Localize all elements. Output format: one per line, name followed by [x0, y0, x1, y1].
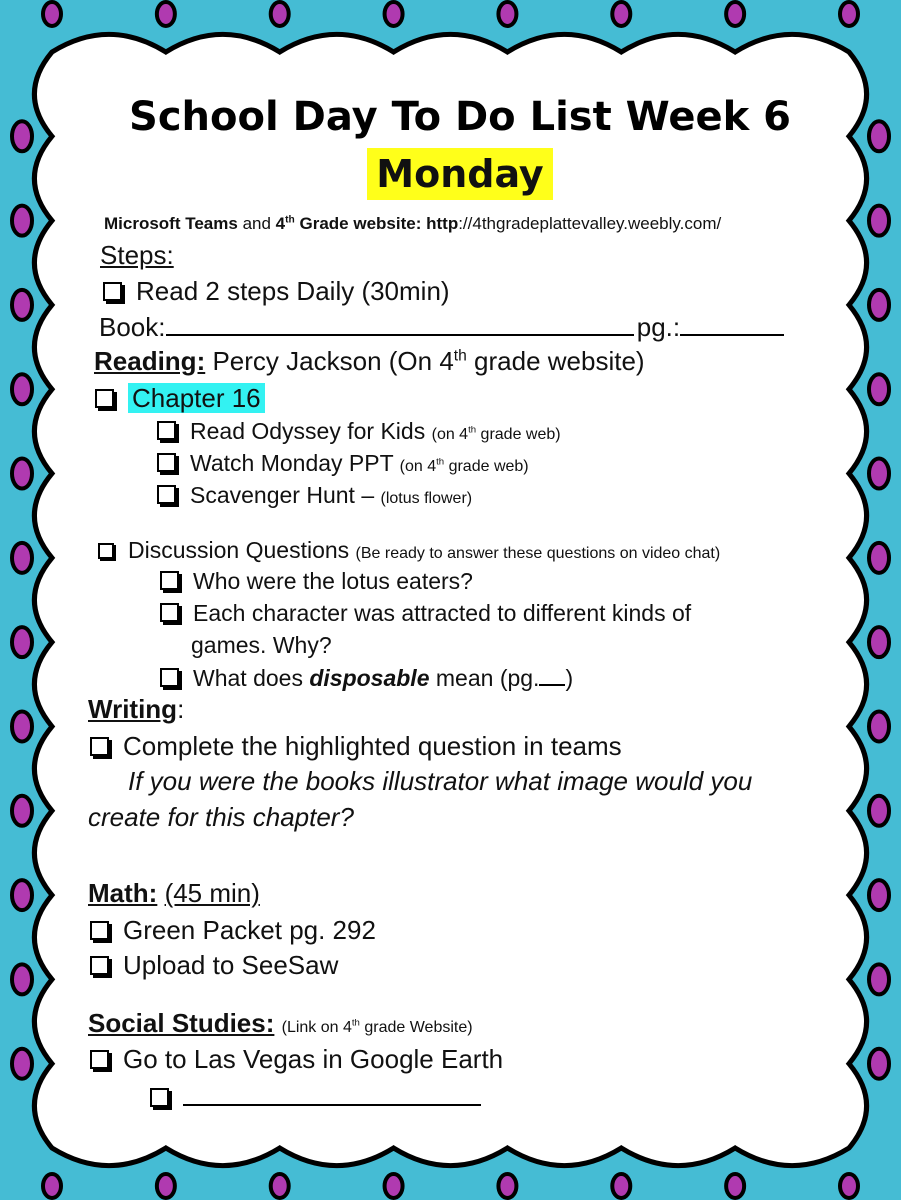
book-line: Book: pg.:	[99, 312, 784, 343]
checkbox[interactable]	[90, 737, 109, 756]
steps-read-item: Read 2 steps Daily (30min)	[103, 276, 450, 307]
question-games: Each character was attracted to different kinds of	[160, 600, 691, 627]
checkbox[interactable]	[150, 1088, 169, 1107]
steps-heading: Steps:	[100, 240, 174, 270]
question-disposable: What does disposable mean (pg. )	[160, 665, 573, 692]
page-blank[interactable]	[680, 334, 784, 336]
checkbox[interactable]	[90, 1050, 109, 1069]
checkbox[interactable]	[160, 603, 179, 622]
math-task-seesaw: Upload to SeeSaw	[90, 950, 338, 981]
reading-heading-line: Reading: Percy Jackson (On 4th grade website)	[94, 346, 645, 376]
social-task: Go to Las Vegas in Google Earth	[90, 1044, 503, 1075]
math-heading: Math:	[88, 878, 158, 908]
task-scavenger-hunt: Scavenger Hunt – (lotus flower)	[157, 482, 472, 509]
writing-task: Complete the highlighted question in teams	[90, 731, 622, 762]
writing-heading: Writing	[88, 694, 178, 724]
day-label: Monday	[367, 148, 553, 200]
writing-prompt-line2: create for this chapter?	[88, 802, 354, 832]
checkbox[interactable]	[103, 282, 122, 301]
book-blank[interactable]	[166, 334, 634, 336]
social-heading-line: Social Studies: (Link on 4th grade Website)	[88, 1008, 473, 1038]
writing-heading-line: Writing:	[88, 694, 185, 724]
answer-blank[interactable]	[183, 1078, 481, 1106]
checkbox[interactable]	[157, 485, 176, 504]
writing-prompt-line1: If you were the books illustrator what image would you	[128, 766, 753, 796]
checkbox[interactable]	[157, 421, 176, 440]
checkbox[interactable]	[160, 571, 179, 590]
page-title: School Day To Do List Week 6	[129, 94, 791, 140]
question-games-cont: games. Why?	[191, 632, 332, 658]
teams-label: Microsoft Teams	[104, 214, 238, 233]
checkbox[interactable]	[157, 453, 176, 472]
page-blank[interactable]	[539, 684, 565, 686]
social-blank-task	[150, 1078, 481, 1113]
checkbox[interactable]	[98, 543, 114, 559]
checkbox[interactable]	[160, 668, 179, 687]
checkbox[interactable]	[90, 956, 109, 975]
task-read-odyssey: Read Odyssey for Kids (on 4th grade web)	[157, 418, 561, 445]
website-link[interactable]: ://4thgradeplattevalley.weebly.com/	[458, 214, 722, 233]
chapter-item: Chapter 16	[95, 383, 265, 414]
question-lotus-eaters: Who were the lotus eaters?	[160, 568, 473, 595]
resources-line: Microsoft Teams and 4th Grade website: http://4thgradeplattevalley.weebly.com/	[104, 214, 722, 233]
social-heading: Social Studies:	[88, 1008, 275, 1038]
math-heading-line: Math: (45 min)	[88, 878, 260, 908]
task-watch-ppt: Watch Monday PPT (on 4th grade web)	[157, 450, 529, 477]
math-task-packet: Green Packet pg. 292	[90, 915, 376, 946]
checkbox[interactable]	[95, 389, 114, 408]
checkbox[interactable]	[90, 921, 109, 940]
discussion-item: Discussion Questions (Be ready to answer these questions on video chat)	[98, 537, 720, 564]
reading-heading: Reading:	[94, 346, 206, 376]
